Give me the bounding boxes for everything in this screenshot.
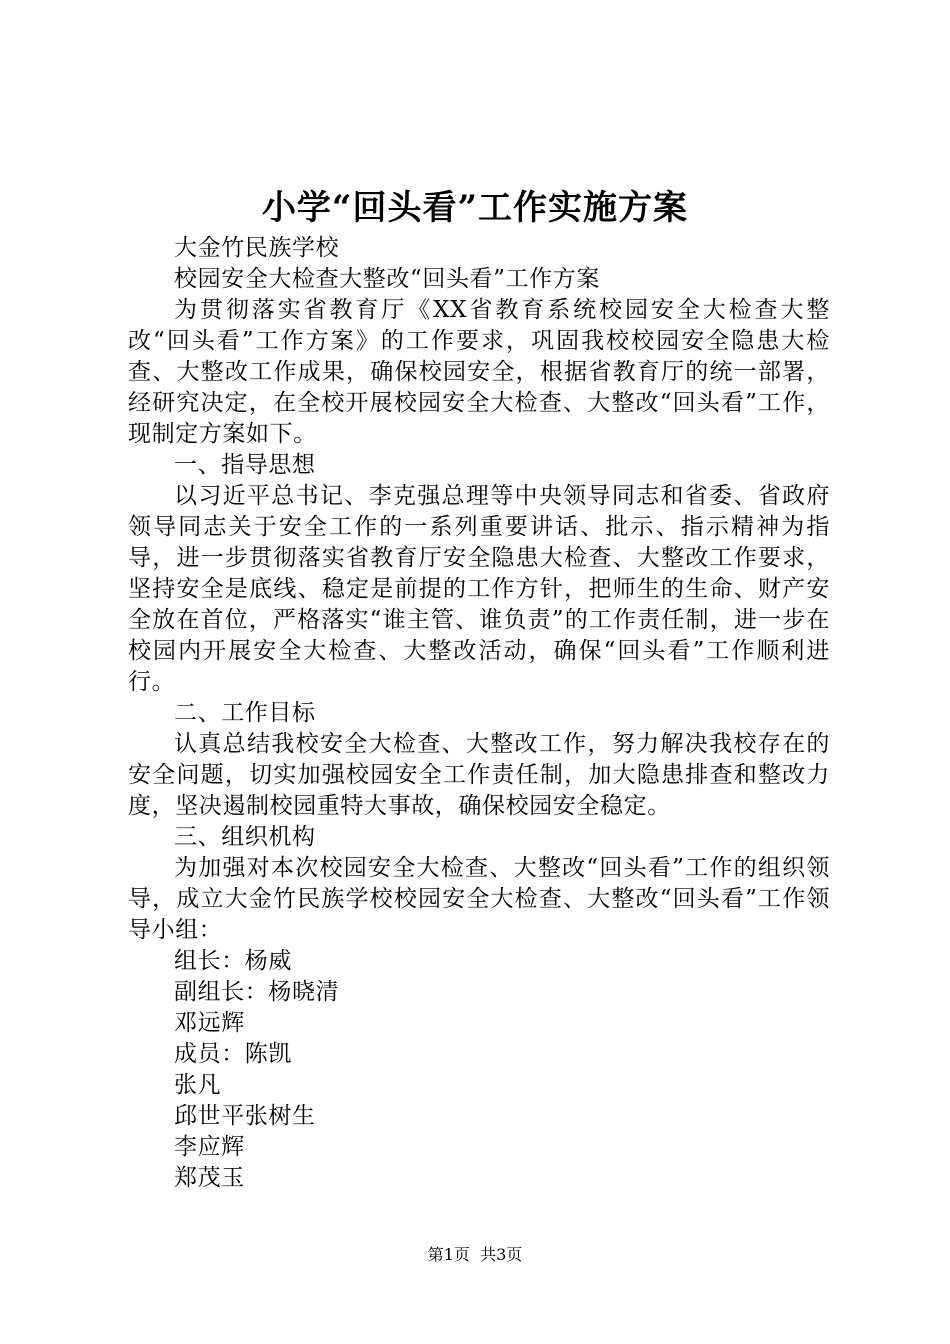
organization-paragraph: 为加强对本次校园安全大检查、大整改“回头看”工作的组织领导，成立大金竹民族学校校园安全大检查、大整改“回头看”工作领导小组：	[128, 855, 830, 943]
member-line: 副组长：杨晓清	[174, 979, 340, 1005]
member-line: 郑茂玉	[174, 1165, 245, 1191]
section-heading-organization: 三、组织机构	[174, 824, 316, 850]
member-line: 李应辉	[174, 1134, 245, 1160]
member-line: 组长：杨威	[174, 948, 292, 974]
plan-subtitle: 校园安全大检查大整改“回头看”工作方案	[174, 266, 600, 292]
page-number: 第1页 共3页	[427, 1245, 523, 1264]
intro-paragraph: 为贯彻落实省教育厅《XX省教育系统校园安全大检查大整改“回头看”工作方案》的工作要求，巩固我校校园安全隐患大检查、大整改工作成果，确保校园安全，根据省教育厅的统一部署，经研究决定，在全校开展校园安全大检查、大整改“回头看”工作，现制定方案如下。	[128, 297, 830, 447]
document-title: 小学“回头看”工作实施方案	[261, 188, 689, 228]
section-heading-work-goal: 二、工作目标	[174, 700, 316, 726]
member-line: 张凡	[174, 1072, 222, 1098]
page-footer	[0, 1244, 950, 1266]
document-body	[128, 233, 830, 1194]
work-goal-paragraph: 认真总结我校安全大检查、大整改工作，努力解决我校存在的安全问题，切实加强校园安全工作责任制，加大隐患排查和整改力度，坚决遏制校园重特大事故，确保校园安全稳定。	[128, 731, 830, 819]
member-line: 邱世平张树生	[174, 1103, 316, 1129]
guiding-thought-paragraph: 以习近平总书记、李克强总理等中央领导同志和省委、省政府领导同志关于安全工作的一系列重要讲话、批示、指示精神为指导，进一步贯彻落实省教育厅安全隐患大检查、大整改工作要求，坚持安全是底线、稳定是前提的工作方针，把师生的生命、财产安全放在首位，严格落实“谁主管、谁负责”的工作责任制，进一步在校园内开展安全大检查、大整改活动，确保“回头看”工作顺利进行。	[128, 483, 830, 695]
member-line: 成员：陈凯	[174, 1041, 292, 1067]
member-line: 邓远辉	[174, 1010, 245, 1036]
school-name: 大金竹民族学校	[174, 235, 340, 261]
section-heading-guiding-thought: 一、指导思想	[174, 452, 316, 478]
